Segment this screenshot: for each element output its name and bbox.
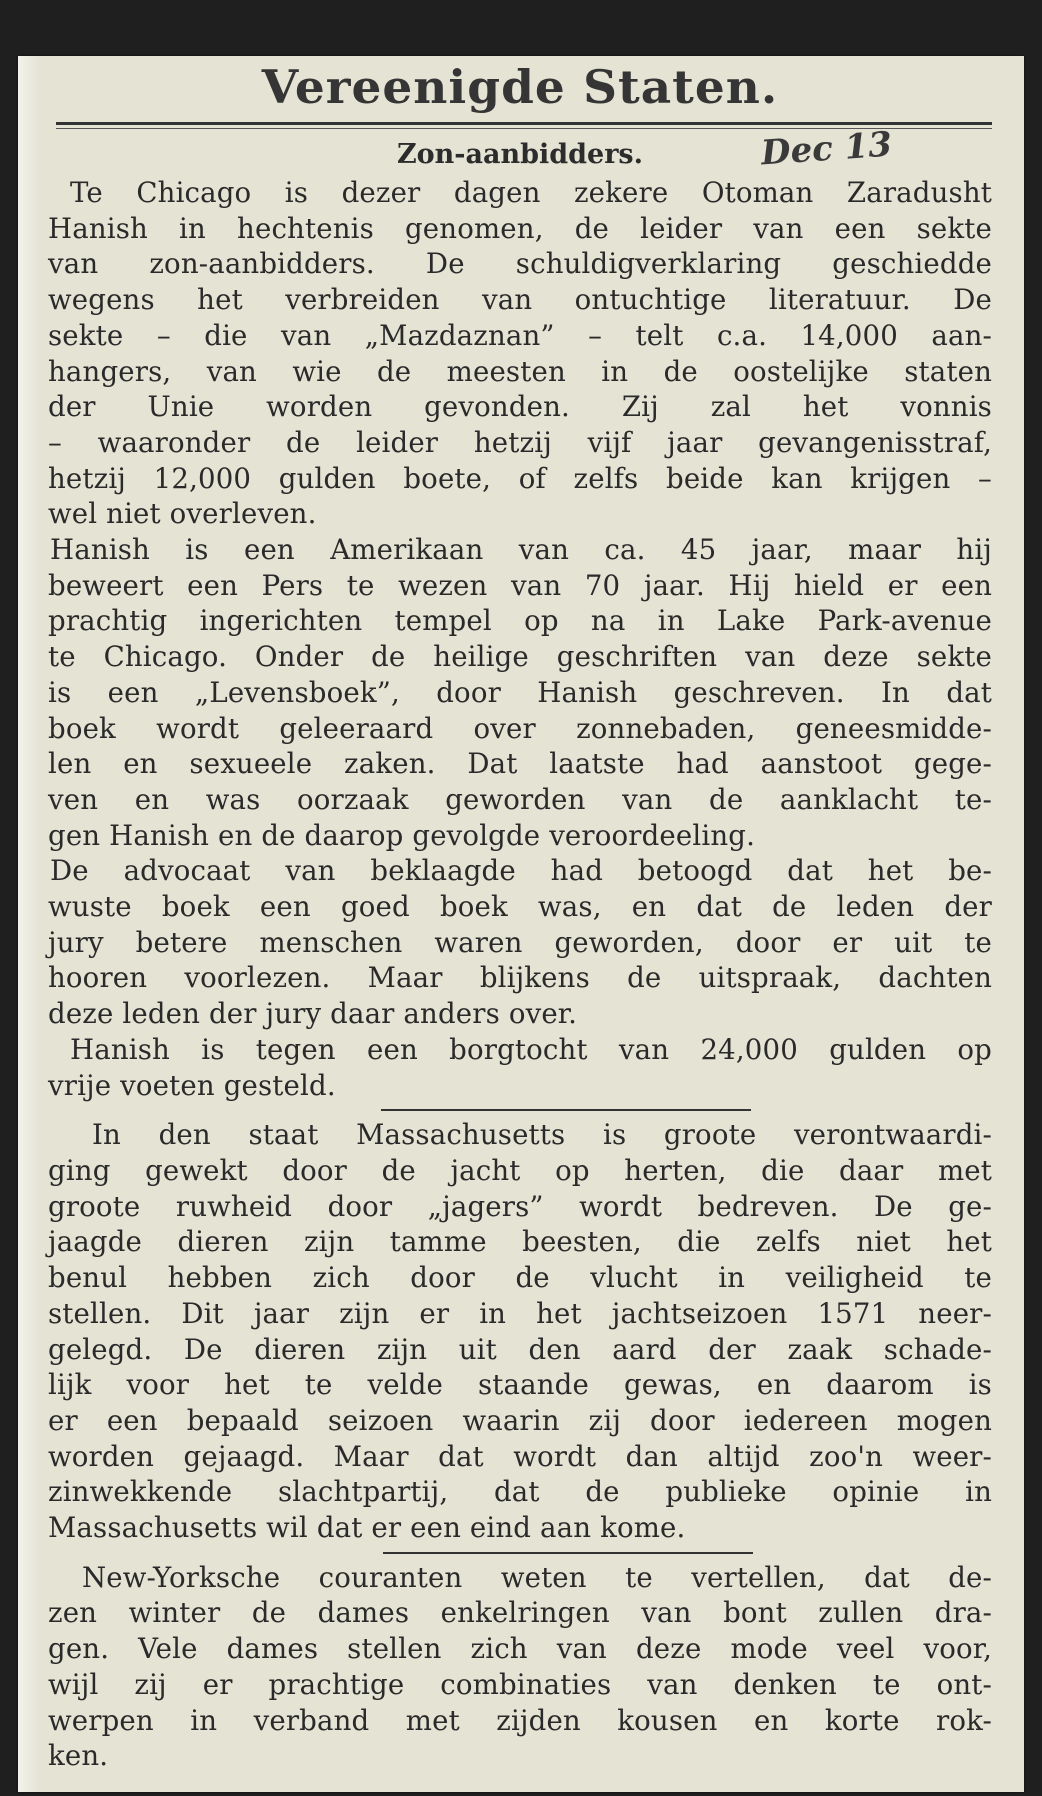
text-line: wuste boek een goed boek was, en dat de leden der [48, 890, 992, 924]
article-separator [383, 1552, 753, 1554]
article-separator [381, 1109, 751, 1111]
text-line: Hanish is tegen een borgtocht van 24,000 gulden op [70, 1032, 992, 1066]
text-line: zen winter de dames enkelringen van bont zullen dra- [48, 1596, 992, 1630]
article-paragraph-2 [48, 532, 992, 853]
text-line: – waaronder de leider hetzij vijf jaar gevangenisstraf, [48, 425, 992, 459]
section-heading-text: Zon-aanbidders. [396, 139, 644, 170]
text-line: deze leden der jury daar anders over. [48, 997, 578, 1031]
text-line: hooren voorlezen. Maar blijkens de uitspraak, dachten [48, 961, 992, 995]
paper-edge [18, 56, 40, 1792]
text-line: wegens het verbreiden van ontuchtige literatuur. De [48, 283, 992, 317]
text-line: der Unie worden gevonden. Zij zal het vonnis [48, 390, 992, 424]
text-line: werpen in verband met zijden kousen en korte rok- [48, 1703, 992, 1737]
text-line: te Chicago. Onder de heilige geschriften van deze sekte [48, 640, 992, 674]
text-line: In den staat Massachusetts is groote verontwaardi- [92, 1118, 992, 1152]
text-line: jury betere menschen waren geworden, door er uit te [48, 925, 992, 959]
text-line: len en sexueele zaken. Dat laatste had aanstoot gege- [48, 747, 992, 781]
article-paragraph-1 [48, 175, 992, 532]
text-line: gen Hanish en de daarop gevolgde veroordeeling. [48, 818, 755, 852]
text-line: beweert een Pers te wezen van 70 jaar. Hij hield er een [48, 568, 992, 602]
text-line: Te Chicago is dezer dagen zekere Otoman Zaradusht [70, 176, 992, 209]
article-paragraph-4 [48, 1032, 992, 1103]
text-line: Hanish is een Amerikaan van ca. 45 jaar, maar hij [50, 533, 992, 567]
text-line: wel niet overleven. [48, 497, 317, 531]
text-line: New-Yorksche couranten weten te vertellen, dat de- [82, 1560, 992, 1594]
newspaper-clipping [18, 56, 1024, 1792]
text-line: Massachusetts wil dat er een eind aan kome. [48, 1511, 686, 1545]
text-line: hangers, van wie de meesten in de oostelijke staten [48, 354, 992, 388]
text-line: gen. Vele dames stellen zich van deze mode veel voor, [48, 1632, 992, 1666]
text-line: worden gejaagd. Maar dat wordt dan altijd zoo'n weer- [48, 1439, 992, 1473]
text-line: wijl zij er prachtige combinaties van denken te ont- [48, 1667, 992, 1701]
text-line: stellen. Dit jaar zijn er in het jachtseizoen 1571 neer- [48, 1296, 992, 1330]
article-paragraph-3 [48, 853, 992, 1032]
text-line: benul hebben zich door de vlucht in veiligheid te [48, 1261, 992, 1295]
text-line: jaagde dieren zijn tamme beesten, die zelfs niet het [48, 1225, 992, 1259]
text-line: vrije voeten gesteld. [48, 1068, 336, 1102]
text-line: ken. [48, 1739, 109, 1773]
section-heading [48, 124, 992, 175]
text-line: sekte – die van „Mazdaznan” – telt c.a. 14,000 aan- [48, 318, 992, 352]
text-line: van zon-aanbidders. De schuldigverklaring geschiedde [48, 247, 992, 281]
text-line: is een „Levensboek”, door Hanish geschreven. In dat [48, 675, 992, 709]
text-line: ging gewekt door de jacht op herten, die daar met [48, 1153, 992, 1187]
text-line: lijk voor het te velde staande gewas, en daarom is [48, 1368, 992, 1402]
article-paragraph-6 [48, 1560, 992, 1774]
text-line: De advocaat van beklaagde had betoogd dat het be- [50, 854, 992, 888]
text-line: gelegd. De dieren zijn uit den aard der zaak schade- [48, 1332, 992, 1366]
text-line: ven en was oorzaak geworden van de aanklacht te- [48, 782, 992, 816]
text-line: zinwekkende slachtpartij, dat de publieke opinie in [48, 1475, 992, 1509]
text-line: er een bepaald seizoen waarin zij door iedereen mogen [48, 1403, 992, 1437]
text-line: boek wordt geleeraard over zonnebaden, geneesmidde- [48, 711, 992, 745]
text-line: hetzij 12,000 gulden boete, of zelfs beide kan krijgen – [48, 461, 992, 495]
masthead-title: Vereenigde Staten. [261, 60, 779, 114]
text-line: groote ruwheid door „jagers” wordt bedreven. De ge- [48, 1189, 992, 1223]
text-line: Hanish in hechtenis genomen, de leider van een sekte [48, 211, 992, 245]
text-line: prachtig ingerichten tempel op na in Lake Park-avenue [48, 604, 992, 638]
handwritten-date-note: Dec 13 [759, 124, 894, 174]
article-paragraph-5 [48, 1117, 992, 1545]
